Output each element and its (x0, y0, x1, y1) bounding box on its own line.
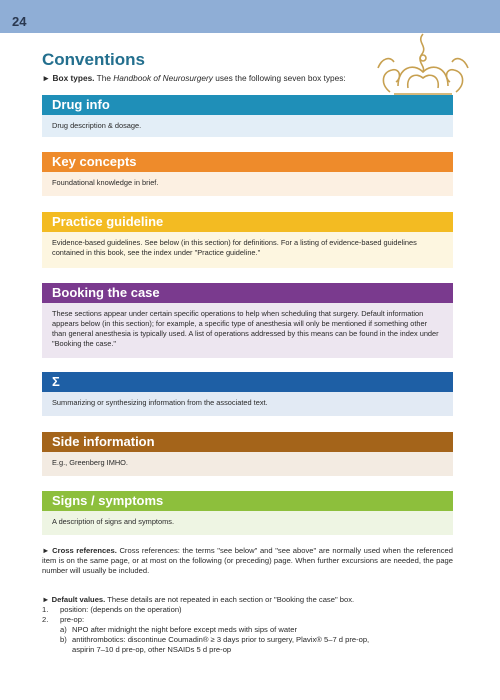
section-title: Conventions (42, 50, 145, 69)
cross-references-paragraph (42, 546, 453, 576)
sub-list-letter (60, 645, 72, 655)
list-number: 1. (42, 605, 49, 614)
box-signs-symptoms (42, 491, 453, 535)
list-number: 2. (42, 615, 49, 624)
list-text: pre-op: (60, 615, 85, 624)
default-values-label: Default values. (51, 595, 106, 604)
default-values-list (42, 605, 453, 655)
box-key-concepts (42, 152, 453, 196)
cross-references-text: Cross references: the terms "see below" and "see above" are normally used when the referenced item is on the same page, or at most on the following (or preceding) page. When further excursions are needed, the page number will usually be included. (42, 546, 453, 575)
bullet-arrow-icon: ► (42, 73, 51, 83)
sub-list-item (42, 635, 453, 645)
intro-post: uses the following seven box types: (215, 73, 346, 83)
sub-list-text: NPO after midnight the night before except meds with sips of water (72, 625, 297, 634)
list-text: position: (depends on the operation) (60, 605, 182, 614)
sub-list-text: aspirin 7–10 d pre-op, other NSAIDs 5 d pre-op (72, 645, 232, 654)
box-practice-guideline (42, 212, 453, 268)
bullet-arrow-icon: ► (42, 546, 50, 555)
cross-references-label: Cross references. (52, 546, 117, 555)
list-item (42, 615, 453, 625)
box-body: Foundational knowledge in brief. (42, 172, 453, 196)
sub-list-letter: a) (60, 625, 67, 634)
box-header: Booking the case (42, 283, 453, 303)
box-body: A description of signs and symptoms. (42, 511, 453, 535)
intro-label: Box types. (52, 73, 95, 83)
box-body: These sections appear under certain specific operations to help when scheduling that surgery. Default information appears below (in this section); for example, a specific type of anesthesia will only be mentioned if something other than general anesthesia is typically used. A list of operations addressed by this means can be found in the index under "Booking the case." (42, 303, 453, 358)
box-summary (42, 372, 453, 416)
box-header: Σ (42, 372, 453, 392)
box-booking-the-case (42, 283, 453, 358)
box-drug-info (42, 95, 453, 137)
box-header: Key concepts (42, 152, 453, 172)
box-body: Summarizing or synthesizing information from the associated text. (42, 392, 453, 416)
sub-list-item (42, 625, 453, 635)
bullet-arrow-icon: ► (42, 595, 50, 604)
box-header: Signs / symptoms (42, 491, 453, 511)
default-values-paragraph (42, 595, 453, 605)
box-body: Evidence-based guidelines. See below (in this section) for definitions. For a listing of evidence-based guidelines contained in this book, see the index under "Practice guideline." (42, 232, 453, 268)
box-header: Practice guideline (42, 212, 453, 232)
intro-pre: The (96, 73, 111, 83)
box-body: E.g., Greenberg IMHO. (42, 452, 453, 476)
sub-list-text: antithrombotics: discontinue Coumadin® ≥ 3 days prior to surgery, Plavix® 5–7 d pre-op, (72, 635, 370, 644)
box-side-information (42, 432, 453, 476)
intro-book-title: Handbook of Neurosurgery (113, 73, 213, 83)
sub-list-letter: b) (60, 635, 67, 644)
page-number: 24 (12, 14, 27, 29)
sub-list-item (42, 645, 453, 655)
box-header: Side information (42, 432, 453, 452)
box-body: Drug description & dosage. (42, 115, 453, 137)
default-values-text: These details are not repeated in each section or "Booking the case" box. (107, 595, 355, 604)
box-types-intro (42, 73, 462, 83)
list-item (42, 605, 453, 615)
box-header: Drug info (42, 95, 453, 115)
